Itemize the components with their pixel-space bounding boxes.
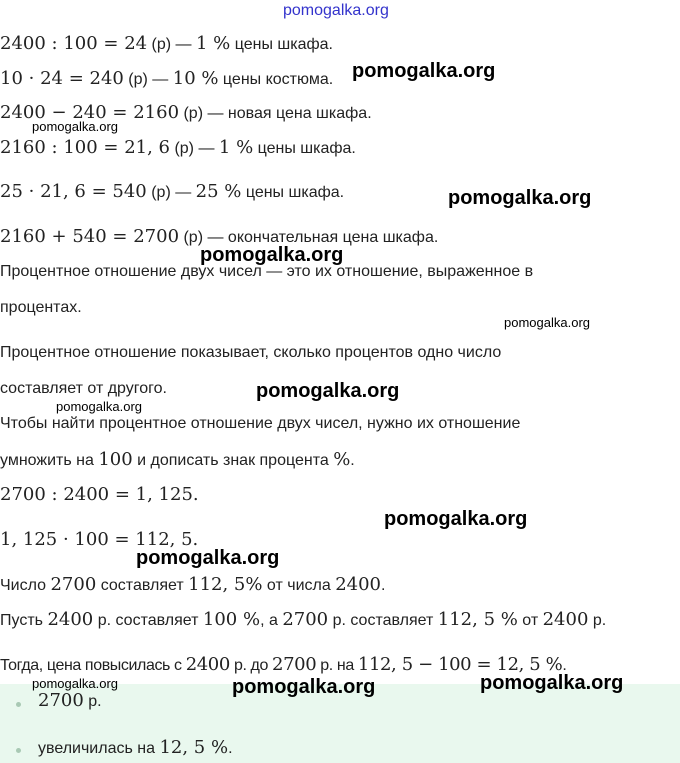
bullet-icon: [16, 748, 21, 753]
watermark: pomogalka.org: [200, 244, 344, 266]
line-text: р. составляет: [93, 612, 203, 629]
math-expression: 112, 5 − 100 = 12, 5 %: [357, 654, 563, 675]
math-expression: %: [333, 449, 351, 470]
watermark: pomogalka.org: [56, 399, 142, 414]
math-expression: 1 %: [218, 137, 254, 158]
definition-line: [0, 449, 355, 470]
line-text: умножить на: [0, 452, 99, 469]
line-text: р. до: [229, 657, 273, 674]
math-expression: 2400 − 240 = 2160: [0, 102, 180, 123]
math-expression: 112, 5%: [188, 574, 263, 595]
line-text: от числа: [262, 577, 336, 594]
math-expression: 112, 5 %: [437, 609, 518, 630]
math-expression: 2400: [47, 609, 94, 630]
math-expression: 10 %: [172, 68, 219, 89]
math-expression: 2400: [185, 654, 230, 675]
math-expression: 100 %: [202, 609, 261, 630]
solution-line: [0, 181, 344, 202]
line-text: от: [517, 612, 543, 629]
math-expression: 2160 : 100 = 21, 6: [0, 137, 170, 158]
solution-line: [0, 102, 372, 123]
definition-line: [0, 380, 167, 398]
watermark-top: pomogalka.org: [283, 2, 389, 19]
line-text: (р) — новая цена шкафа.: [179, 105, 372, 122]
solution-line: [0, 484, 199, 505]
math-expression: 2700: [282, 609, 329, 630]
line-text: .: [381, 577, 386, 594]
definition-line: [0, 299, 82, 317]
line-text: Число: [0, 577, 51, 594]
line-text: Процентное отношение двух чисел — это их отношение, выраженное в: [0, 263, 534, 280]
line-text: (р) —: [123, 71, 173, 88]
math-expression: 100: [98, 449, 133, 470]
line-text: цены шкафа.: [253, 140, 356, 157]
line-text: Чтобы найти процентное отношение двух чисел, нужно их отношение: [0, 415, 521, 432]
line-text: цены шкафа.: [230, 36, 333, 53]
math-expression: 1, 125 · 100 = 112, 5.: [0, 529, 199, 550]
math-expression: 2400 : 100 = 24: [0, 33, 148, 54]
math-expression: 12, 5 %: [159, 737, 229, 758]
solution-line: [0, 68, 333, 89]
math-expression: 2700 : 2400 = 1, 125.: [0, 484, 199, 505]
line-text: .: [228, 740, 233, 757]
math-expression: 2700: [50, 574, 97, 595]
math-expression: 2400: [335, 574, 382, 595]
line-text: и дописать знак процента: [132, 452, 334, 469]
math-expression: 2700: [272, 654, 317, 675]
solution-line: [0, 33, 333, 54]
line-text: р.: [588, 612, 607, 629]
math-expression: 10 · 24 = 240: [0, 68, 124, 89]
line-text: р. на: [316, 657, 358, 674]
solution-line: [0, 529, 198, 550]
line-text: увеличилась на: [38, 740, 160, 757]
line-text: (р) — окончательная цена шкафа.: [179, 229, 439, 246]
math-expression: 2400: [542, 609, 589, 630]
math-expression: 25 · 21, 6 = 540: [0, 181, 147, 202]
solution-line: [0, 226, 438, 247]
watermark: pomogalka.org: [504, 315, 590, 330]
line-text: составляет от другого.: [0, 380, 167, 397]
definition-line: [0, 344, 501, 362]
line-text: составляет: [96, 577, 189, 594]
line-text: цены шкафа.: [241, 184, 345, 201]
line-text: Процентное отношение показывает, сколько процентов одно число: [0, 344, 502, 361]
math-expression: 2700: [38, 690, 84, 711]
math-expression: 25 %: [195, 181, 242, 202]
math-expression: 1 %: [196, 33, 231, 54]
line-text: процентах.: [0, 299, 82, 316]
watermark: pomogalka.org: [480, 672, 624, 694]
definition-line: [0, 263, 533, 281]
line-text: .: [562, 657, 567, 674]
line-text: Пусть: [0, 612, 48, 629]
watermark: pomogalka.org: [384, 508, 528, 530]
answer-item: [38, 737, 233, 758]
watermark: pomogalka.org: [136, 547, 280, 569]
definition-line: [0, 415, 520, 433]
bullet-icon: [16, 702, 21, 707]
line-text: р.: [83, 693, 102, 710]
line-text: р. составляет: [328, 612, 438, 629]
watermark: pomogalka.org: [232, 676, 376, 698]
line-text: (р) —: [147, 36, 196, 53]
line-text: (р) —: [146, 184, 196, 201]
line-text: цены костюма.: [218, 71, 334, 88]
answer-item: [38, 690, 102, 711]
line-text: .: [350, 452, 355, 469]
watermark: pomogalka.org: [256, 380, 400, 402]
solution-line: [0, 609, 606, 630]
watermark: pomogalka.org: [352, 60, 496, 82]
watermark: pomogalka.org: [448, 187, 592, 209]
watermark: pomogalka.org: [32, 676, 118, 691]
solution-line: [0, 574, 385, 595]
solution-line: [0, 137, 356, 158]
line-text: (р) —: [170, 140, 219, 157]
line-text: , а: [260, 612, 283, 629]
line-text: Тогда, цена повысилась с: [0, 657, 186, 674]
watermark: pomogalka.org: [32, 119, 118, 134]
math-expression: 2160 + 540 = 2700: [0, 226, 180, 247]
